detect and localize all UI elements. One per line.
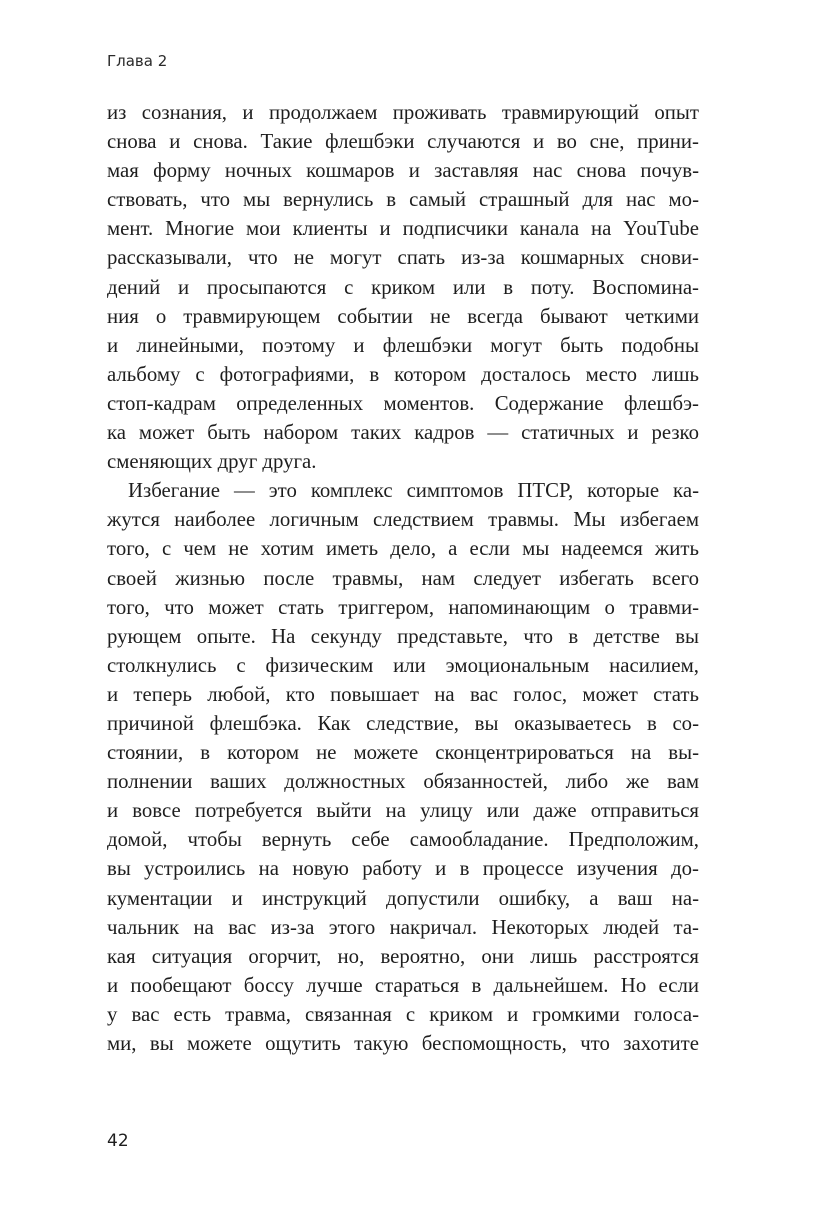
text-line: столкнулись с физическим или эмоциональным насилием, — [107, 653, 699, 677]
text-line: и теперь любой, кто повышает на вас голос, может стать — [107, 682, 699, 706]
text-line: чальник на вас из-за этого накричал. Некоторых людей та- — [107, 915, 699, 939]
text-line: из сознания, и продолжаем проживать травмирующий опыт — [107, 101, 699, 124]
text-line: домой, чтобы вернуть себе самообладание. Предположим, — [107, 828, 699, 852]
text-line: ния о травмирующем событии не всегда бывают четкими — [107, 304, 699, 328]
text-line: стоянии, в котором не можете сконцентрироваться на вы- — [107, 741, 699, 765]
text-line: рующем опыте. На секунду представьте, что в детстве вы — [107, 624, 699, 648]
text-line: у вас есть травма, связанная с криком и громкими голоса- — [107, 1002, 699, 1026]
page-body-text — [107, 98, 699, 1058]
page-number: 42 — [107, 1131, 129, 1151]
text-line: альбому с фотографиями, в котором досталось место лишь — [107, 362, 699, 386]
text-line: мент. Многие мои клиенты и подписчики канала на YouTube — [107, 217, 699, 241]
text-line: дений и просыпаются с криком или в поту. Воспомина- — [107, 275, 699, 299]
text-line: вы устроились на новую работу и в процессе изучения до- — [107, 857, 699, 881]
text-line: Избегание — это комплекс симптомов ПТСР, которые ка- — [128, 479, 699, 503]
text-line: причиной флешбэка. Как следствие, вы оказываетесь в со- — [107, 711, 699, 735]
text-line: мая форму ночных кошмаров и заставляя нас снова почув- — [107, 159, 699, 183]
text-line: ка может быть набором таких кадров — статичных и резко — [107, 421, 699, 445]
text-line: и вовсе потребуется выйти на улицу или даже отправиться — [107, 799, 699, 823]
text-line: кая ситуация огорчит, но, вероятно, они лишь расстроятся — [107, 944, 699, 968]
text-line: стоп-кадрам определенных моментов. Содержание флешбэ- — [107, 391, 699, 415]
text-line: и пообещают боссу лучше стараться в дальнейшем. Но если — [107, 973, 699, 997]
text-line: кументации и инструкций допустили ошибку, а ваш на- — [107, 886, 699, 910]
text-line: жутся наиболее логичным следствием травмы. Мы избегаем — [107, 508, 699, 532]
text-line: и линейными, поэтому и флешбэки могут быть подобны — [107, 333, 699, 357]
text-line: рассказывали, что не могут спать из-за кошмарных снови- — [107, 246, 699, 270]
text-line: того, что может стать триггером, напоминающим о травми- — [107, 595, 699, 619]
text-line: полнении ваших должностных обязанностей, либо же вам — [107, 770, 699, 794]
text-line: сменяющих друг друга. — [107, 450, 317, 474]
text-line: ми, вы можете ощутить такую беспомощность, что захотите — [107, 1032, 699, 1055]
text-line: снова и снова. Такие флешбэки случаются и во сне, прини- — [107, 130, 699, 154]
text-line: своей жизнью после травмы, нам следует избегать всего — [107, 566, 699, 590]
text-line: ствовать, что мы вернулись в самый страшный для нас мо- — [107, 188, 699, 212]
running-head-chapter: Глава 2 — [107, 52, 168, 70]
text-line: того, с чем не хотим иметь дело, а если мы надеемся жить — [107, 537, 699, 561]
